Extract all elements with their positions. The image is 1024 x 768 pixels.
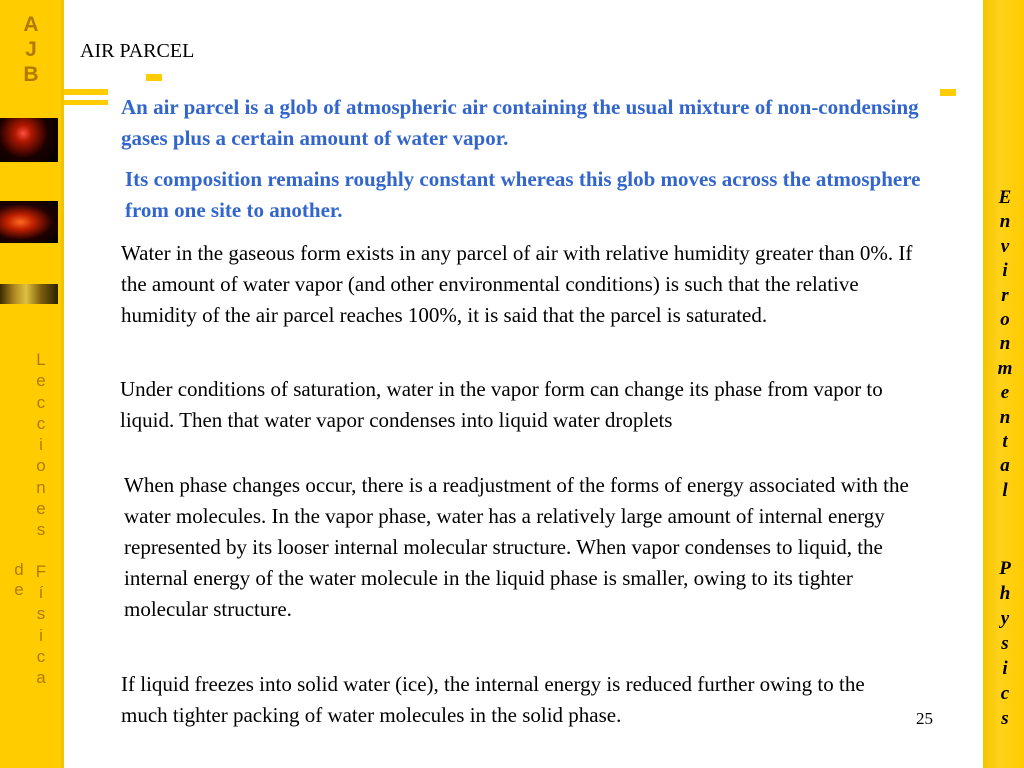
logo-ajb (19, 12, 43, 87)
vertical-text-physics (993, 556, 1017, 731)
vertical-letter: t (1002, 431, 1008, 453)
decorative-dash (64, 89, 108, 95)
vertical-letter: n (36, 477, 46, 497)
vertical-letter: i (1002, 260, 1008, 282)
page-number: 25 (916, 709, 933, 728)
vertical-letter: s (36, 604, 46, 624)
vertical-letter: í (38, 582, 44, 602)
decorative-dash (940, 89, 956, 96)
vertical-letter: h (999, 583, 1011, 604)
vertical-letter: r (1001, 284, 1009, 306)
vertical-letter: s (36, 520, 46, 540)
vertical-letter: e (36, 499, 46, 519)
vertical-letter: e (36, 371, 46, 391)
vertical-letter: P (999, 558, 1011, 579)
vertical-text-environmental (993, 186, 1017, 503)
vertical-letter: L (36, 350, 46, 369)
vertical-letter: m (997, 357, 1013, 379)
vertical-letter: d (14, 560, 24, 579)
vertical-letter: e (1000, 382, 1010, 404)
vertical-letter: c (36, 413, 46, 433)
vertical-letter: s (1001, 708, 1009, 729)
vertical-letter: n (999, 211, 1011, 233)
thumbnail-image-red-glow (0, 118, 58, 162)
vertical-letter: a (36, 668, 46, 688)
thumbnail-image-gold-strip (0, 284, 58, 304)
vertical-letter: o (36, 456, 46, 476)
vertical-letter: c (36, 392, 46, 412)
vertical-letter: E (998, 187, 1012, 208)
paragraph-composition: Its composition remains roughly constant whereas this glob moves across the atmosphere from one site to another. (125, 167, 921, 222)
vertical-text-lecciones (30, 349, 52, 688)
vertical-letter: e (14, 580, 24, 599)
decorative-dash (146, 74, 162, 81)
paragraph-condensation: Under conditions of saturation, water in the vapor form can change its phase from vapor to liquid. Then that water vapor condenses into liquid water droplets (120, 377, 883, 432)
vertical-letter: v (1000, 235, 1010, 257)
vertical-letter: n (999, 406, 1011, 428)
vertical-letter: a (1000, 455, 1010, 477)
paragraph-saturation: Water in the gaseous form exists in any parcel of air with relative humidity greater than 0%. If the amount of water vapor (and other environmental conditions) is such that the relative humidity of the air parcel reaches 100%, it is said that the parcel is saturated. (121, 241, 913, 327)
slide-title: AIR PARCEL (80, 40, 195, 62)
logo-letter: A (23, 13, 39, 36)
vertical-letter: i (39, 625, 43, 645)
decorative-dash (64, 100, 108, 105)
paragraph-definition: An air parcel is a glob of atmospheric air containing the usual mixture of non-condensing gases plus a certain amount of water vapor. (121, 95, 919, 150)
vertical-letter: F (35, 561, 47, 581)
vertical-letter: o (1000, 309, 1010, 331)
logo-letter: J (25, 38, 37, 61)
vertical-text-de (11, 560, 27, 600)
vertical-letter: n (999, 333, 1011, 355)
vertical-letter: y (1000, 608, 1010, 629)
paragraph-freezing: If liquid freezes into solid water (ice), the internal energy is reduced further owing to the much tighter packing of water molecules in the solid phase. (121, 672, 865, 727)
vertical-letter: l (1002, 479, 1008, 501)
vertical-letter: s (1001, 633, 1009, 654)
vertical-letter: i (39, 435, 43, 455)
left-sidebar-edge (61, 0, 64, 768)
logo-letter: B (23, 63, 39, 86)
paragraph-phase-energy: When phase changes occur, there is a readjustment of the forms of energy associated with the water molecules. In the vapor phase, water has a relatively large amount of internal energy represented by its looser internal molecular structure. When vapor condenses to liquid, the internal energy of the water molecule in the liquid phase is smaller, owing to its tighter molecular structure. (124, 473, 909, 621)
thumbnail-image-orange-glow (0, 201, 58, 243)
vertical-letter: c (1000, 683, 1010, 704)
vertical-letter: c (36, 646, 46, 666)
vertical-letter: i (1002, 658, 1008, 679)
